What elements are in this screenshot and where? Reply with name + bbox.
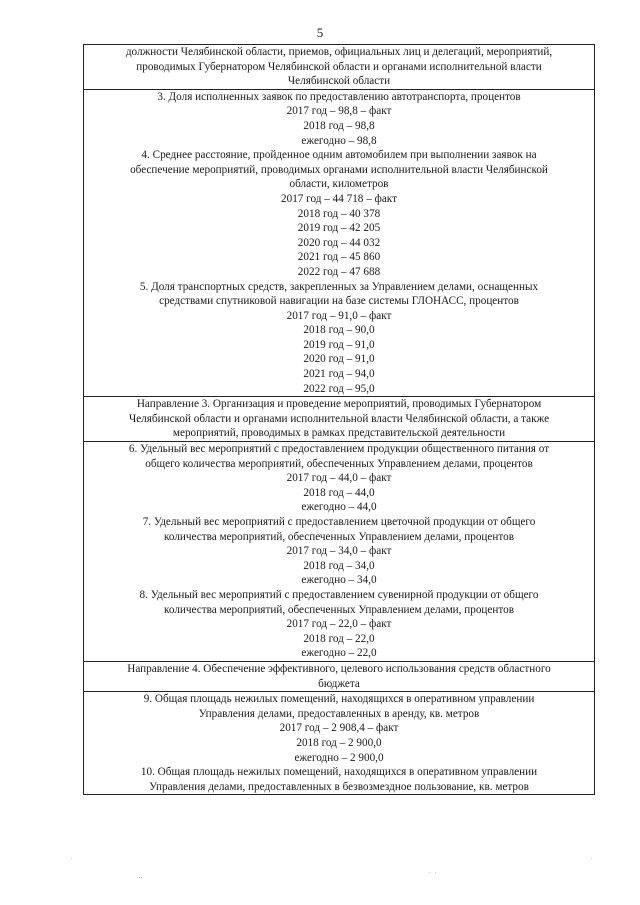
table-line: ежегодно – 22,0 [301,647,377,660]
table-line: 2020 год – 91,0 [303,353,375,366]
table-line: области, километров [289,178,389,191]
table-row-direction-3 [84,397,594,442]
indicators-table [83,44,595,795]
table-line: 2017 год – 22,0 – факт [286,618,392,631]
page-number: 5 [316,25,324,40]
table-line: Челябинской области [287,75,391,88]
table-line: количества мероприятий, обеспеченных Управлением делами, процентов [164,530,514,543]
table-line: средствами спутниковой навигации на базе системы ГЛОНАСС, процентов [159,295,519,308]
table-line: 2018 год – 2 900,0 [296,736,382,749]
table-line: 2017 год – 44,0 – факт [286,472,392,485]
table-line: 3. Доля исполненных заявок по предоставлению автотранспорта, процентов [157,90,521,103]
table-line: количества мероприятий, обеспеченных Управлением делами, процентов [164,603,514,616]
table-line: 2021 год – 94,0 [303,368,375,381]
scan-artifact: ˙ [70,858,74,866]
table-line: мероприятий, проводимых в рамках представительской деятельности [172,427,506,440]
table-line: 2017 год – 2 908,4 – факт [279,722,399,735]
table-line: 2017 год – 98,8 – факт [286,105,392,118]
table-line: 2019 год – 91,0 [303,338,375,351]
table-line: ежегодно – 2 900,0 [294,751,384,764]
table-row-direction-4 [84,662,594,692]
table-line: 9. Общая площадь нежилых помещений, находящихся в оперативном управлении [143,693,535,706]
table-line: ежегодно – 98,8 [301,134,377,147]
table-line: 6. Удельный вес мероприятий с предоставлением продукции общественного питания от [128,443,550,456]
table-line: 2018 год – 34,0 [303,559,375,572]
table-line: ежегодно – 44,0 [301,501,377,514]
table-row-indicators-3-5 [84,90,594,397]
scan-artifact: ˙ ˙ [428,872,438,880]
table-line: 2022 год – 47 688 [297,265,381,278]
table-line: 2018 год – 90,0 [303,324,375,337]
table-line: 4. Среднее расстояние, пройденное одним автомобилем при выполнении заявок на [141,149,537,162]
table-line: Направление 4. Обеспечение эффективного, целевого использования средств областного [127,662,551,675]
table-line: 2017 год – 34,0 – факт [286,545,392,558]
table-line: бюджета [318,677,360,690]
table-line: ежегодно – 34,0 [301,574,377,587]
table-line: 2017 год – 91,0 – факт [286,309,392,322]
table-line: 10. Общая площадь нежилых помещений, находящихся в оперативном управлении [140,766,538,779]
table-row-indicators-9-10 [84,692,594,794]
scan-artifact: ˙ [590,858,594,866]
table-line: 5. Доля транспортных средств, закрепленных за Управлением делами, оснащенных [139,280,539,293]
table-line: 2020 год – 44 032 [297,236,381,249]
table-line: проводимых Губернатором Челябинской области и органами исполнительной власти [136,60,542,73]
table-line: 2018 год – 98,8 [303,119,375,132]
table-line: 2018 год – 44,0 [303,486,375,499]
table-row-indicators-6-8 [84,442,594,662]
table-line: 2021 год – 45 860 [297,251,381,264]
table-line: 2018 год – 22,0 [303,632,375,645]
table-line: Челябинской области и органами исполнительной власти Челябинской области, а также [128,412,550,425]
table-line: обеспечение мероприятий, проводимых органами исполнительной власти Челябинской [130,163,548,176]
table-line: 8. Удельный вес мероприятий с предоставлением сувенирной продукции от общего [139,588,539,601]
table-line: 7. Удельный вес мероприятий с предоставлением цветочной продукции от общего [142,516,536,528]
table-line: общего количества мероприятий, обеспеченных Управлением делами, процентов [145,457,533,470]
table-line: Управления делами, предоставленных в безвозмездное пользование, кв. метров [149,780,529,793]
table-row-continuation [84,45,594,90]
table-line: 2018 год – 40 378 [297,207,381,220]
scan-artifact: ‥ [138,872,143,880]
table-line: 2017 год – 44 718 – факт [281,192,397,205]
table-line: должности Челябинской области, приемов, официальных лиц и делегаций, мероприятий, [125,46,553,58]
table-line: 2022 год – 95,0 [303,382,375,395]
table-line: 2019 год – 42 205 [297,222,381,235]
table-line: Управления делами, предоставленных в аренду, кв. метров [198,707,480,720]
table-line: Направление 3. Организация и проведение мероприятий, проводимых Губернатором [136,398,542,411]
